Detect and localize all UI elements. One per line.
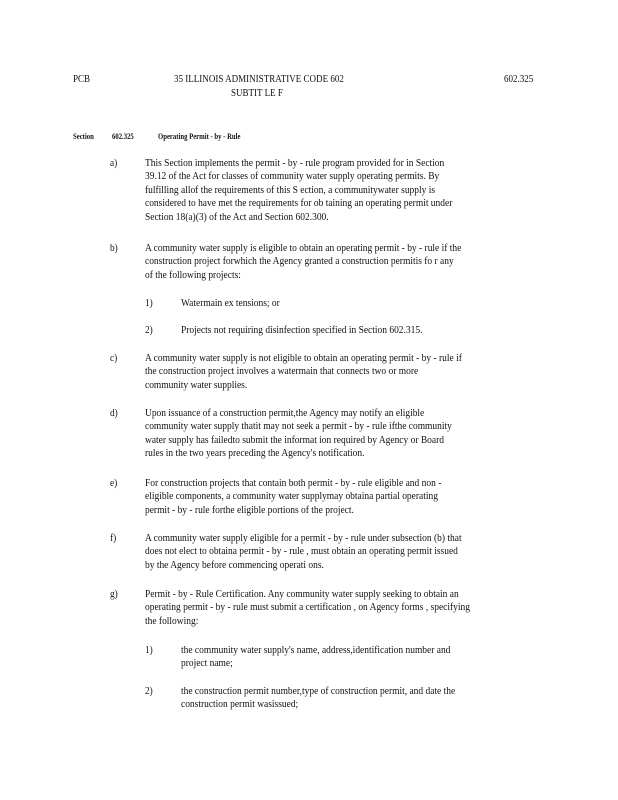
item-b-line-3: of the following projects: — [145, 268, 241, 281]
item-a-line-4: considered to have met the requirements for ob taining an operating permit under — [145, 197, 453, 210]
item-e-line-1: For construction projects that contain both permit - by - rule eligible and non - — [145, 477, 442, 489]
item-c-text — [145, 352, 462, 392]
header-section-number: 602.325 — [504, 73, 534, 85]
item-f-text — [145, 532, 462, 572]
item-d-line-4: rules in the two years preceding the Agency's notification. — [145, 447, 365, 460]
item-g-line-3: the following: — [145, 614, 199, 627]
item-b2-text — [181, 324, 422, 337]
item-b1-marker: 1) — [145, 297, 153, 309]
item-b-text — [145, 242, 461, 282]
item-g2-text — [181, 685, 455, 712]
item-a-line-2: 39.12 of the Act for classes of community water supply operating permits. By — [145, 170, 440, 183]
item-a-line-3: fulfilling allof the requirements of this S ection, a communitywater supply is — [145, 183, 436, 196]
item-a-marker: a) — [110, 157, 118, 169]
header-agency: PCB — [73, 73, 91, 85]
item-e-line-3: permit - by - rule forthe eligible portions of the project. — [145, 503, 354, 516]
item-d-line-1: Upon issuance of a construction permit,the Agency may notify an eligible — [145, 407, 425, 419]
item-f-line-1: A community water supply eligible for a permit - by - rule under subsection (b) that — [145, 532, 462, 544]
item-g-text — [145, 588, 470, 628]
item-a-line-1: This Section implements the permit - by - rule program provided for in Section — [145, 157, 445, 169]
item-d-text — [145, 407, 452, 461]
item-a-line-5: Section 18(a)(3) of the Act and Section 602.300. — [145, 210, 329, 223]
item-g1-line-2: project name; — [181, 657, 233, 670]
item-e-line-2: eligible components, a community water supplymay obtaina partial operating — [145, 490, 438, 503]
section-title: Operating Permit - by - Rule — [158, 131, 241, 141]
section-number: 602.325 — [112, 131, 134, 141]
item-e-text — [145, 477, 441, 517]
item-g1-marker: 1) — [145, 644, 153, 656]
item-d-line-2: community water supply thatit may not seek a permit - by - rule ifthe community — [145, 420, 452, 433]
item-c-line-2: the construction project involves a watermain that connects two or more — [145, 365, 419, 378]
item-g1-text — [181, 644, 450, 671]
item-b-line-1: A community water supply is eligible to obtain an operating permit - by - rule if the — [145, 242, 462, 254]
item-c-line-3: community water supplies. — [145, 378, 248, 391]
header-subtitle: SUBTIT LE F — [231, 87, 283, 99]
item-c-line-1: A community water supply is not eligible to obtain an operating permit - by - rule if — [145, 352, 462, 364]
item-f-line-3: by the Agency before commencing operati ons. — [145, 558, 324, 571]
item-e-marker: e) — [110, 477, 118, 489]
item-g-marker: g) — [110, 588, 118, 600]
item-b2-line-1: Projects not requiring disinfection specified in Section 602.315. — [181, 324, 423, 336]
item-g2-marker: 2) — [145, 685, 153, 697]
header-code-title: 35 ILLINOIS ADMINISTRATIVE CODE 602 — [174, 73, 344, 85]
item-f-marker: f) — [110, 532, 117, 544]
item-g1-line-1: the community water supply's name, address,identification number and — [181, 644, 451, 656]
item-b1-text — [181, 297, 280, 310]
section-label: Section — [73, 131, 94, 141]
item-a-text — [145, 157, 452, 224]
item-d-marker: d) — [110, 407, 118, 419]
item-g2-line-1: the construction permit number,type of construction permit, and date the — [181, 685, 456, 697]
item-f-line-2: does not elect to obtaina permit - by - rule , must obtain an operating permit issued — [145, 545, 458, 558]
item-d-line-3: water supply has failedto submit the informat ion required by Agency or Board — [145, 433, 444, 446]
item-g2-line-2: construction permit wasissued; — [181, 698, 299, 711]
item-g-line-1: Permit - by - Rule Certification. Any community water supply seeking to obtain an — [145, 588, 459, 600]
item-b2-marker: 2) — [145, 324, 153, 336]
item-c-marker: c) — [110, 352, 118, 364]
item-b-marker: b) — [110, 242, 118, 254]
item-b-line-2: construction project forwhich the Agency granted a construction permitis fo r any — [145, 255, 454, 268]
item-b1-line-1: Watermain ex tensions; or — [181, 297, 280, 309]
item-g-line-2: operating permit - by - rule must submit a certification , on Agency forms , specifying — [145, 601, 470, 614]
